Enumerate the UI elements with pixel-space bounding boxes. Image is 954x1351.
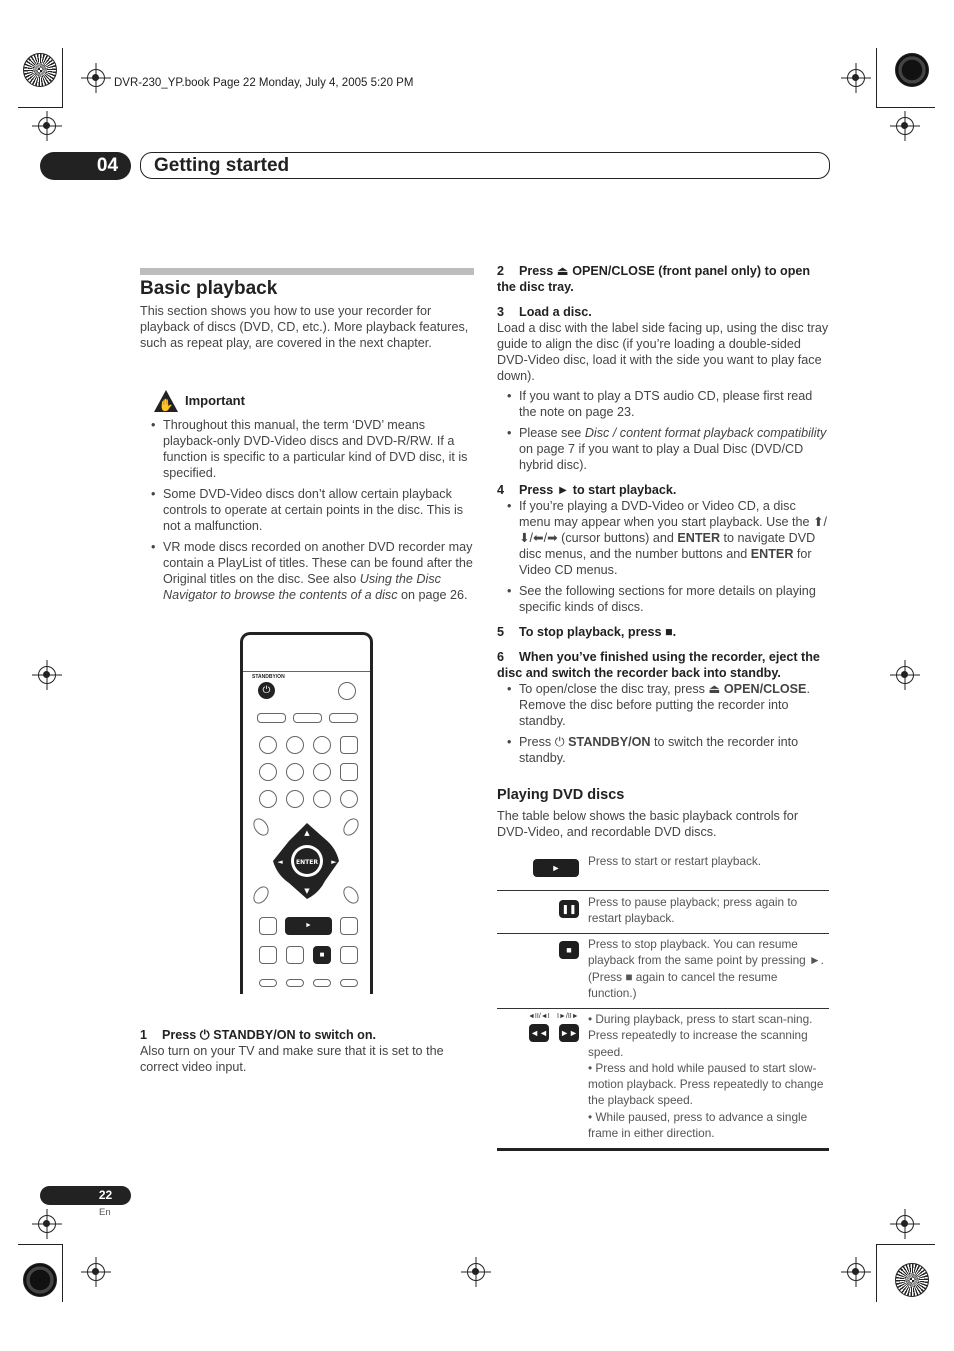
list-item-key: ENTER	[750, 547, 794, 561]
remote-standby-label: STANDBY/ON	[252, 674, 285, 680]
list-item-text: for Video CD menus.	[519, 547, 812, 577]
list-item-text: To open/close the disc tray, press ⏏	[519, 682, 724, 696]
step-2-title: 2 Press ⏏ OPEN/CLOSE (front panel only) to open the disc tray.	[497, 264, 811, 294]
power-icon: ⏻	[258, 682, 275, 699]
list-item-text: to switch the recorder into standby.	[519, 735, 799, 765]
list-item-text-a: Please see	[519, 426, 585, 440]
crop-mark	[876, 1244, 877, 1302]
registration-cross-icon	[467, 1263, 485, 1281]
remote-button	[286, 979, 304, 987]
table-cell-desc: Press to start or restart playback.	[588, 854, 762, 868]
scan-back-label: ◄II/◄I	[528, 1013, 550, 1020]
remote-button	[340, 763, 358, 781]
section-title: Basic playback	[140, 278, 278, 299]
section-rule	[140, 268, 474, 275]
table-row	[497, 1009, 829, 1151]
remote-button	[338, 682, 356, 700]
step-6-title: 6 When you’ve finished using the recorder, eject the disc and switch the recorder back into standby.	[497, 650, 820, 680]
step-3-title: 3 Load a disc.	[497, 305, 592, 319]
list-item: • Throughout this manual, the term ‘DVD’ means playback-only DVD-Video discs and DVD-R/RW. If a function is specific to a particular kind of DVD disc, it is specified.	[149, 417, 473, 481]
list-item	[505, 734, 829, 766]
svg-text:✋: ✋	[158, 398, 174, 412]
remote-button	[259, 790, 277, 808]
registration-cross-icon	[38, 666, 56, 684]
remote-button	[259, 979, 277, 987]
remote-cursor-pad	[253, 815, 361, 915]
chapter-number: 04	[40, 152, 131, 180]
step-4-list	[505, 498, 829, 620]
crop-mark	[62, 1244, 63, 1302]
step-3-list	[505, 388, 829, 478]
remote-control-illustration	[240, 632, 373, 994]
remote-button	[259, 917, 277, 935]
list-item-text: Press ⏻	[519, 735, 569, 749]
svg-text:◄: ◄	[277, 858, 283, 866]
list-item	[149, 539, 473, 603]
crop-mark	[877, 107, 935, 108]
step-5-title: 5 To stop playback, press ■.	[497, 625, 677, 639]
list-item	[505, 425, 829, 473]
list-item-key: ENTER	[677, 531, 721, 545]
step-1-body: Also turn on your TV and make sure that it is set to the correct video input.	[140, 1044, 444, 1074]
list-item-text-b: on page 26.	[397, 588, 468, 602]
important-label: Important	[185, 393, 245, 408]
svg-text:▼: ▼	[304, 887, 310, 895]
crop-mark	[876, 48, 877, 108]
crop-mark	[18, 1244, 62, 1245]
list-item	[505, 498, 829, 578]
stop-icon: ■	[313, 946, 331, 964]
crop-mark	[877, 1244, 935, 1245]
print-header: DVR-230_YP.book Page 22 Monday, July 4, 2005 5:20 PM	[114, 77, 414, 89]
page-language: En	[99, 1207, 111, 1218]
table-cell-desc: Press to pause playback; press again to restart playback.	[588, 895, 798, 926]
crop-mark	[18, 107, 62, 108]
remote-button	[340, 790, 358, 808]
registration-cross-icon	[847, 1263, 865, 1281]
svg-text:▲: ▲	[304, 829, 310, 837]
remote-button	[259, 736, 277, 754]
registration-starburst-icon	[895, 53, 929, 87]
list-item: • If you want to play a DTS audio CD, please first read the note on page 23.	[505, 388, 829, 420]
remote-button	[293, 713, 322, 723]
list-item	[505, 681, 829, 729]
list-item-text: If you’re playing a DVD-Video or Video CD, a disc menu may appear when you start playback. Use the ⬆/⬇/⬅/➡ (cursor buttons) and	[519, 499, 828, 545]
table-cell-desc: • During playback, press to start scan-ning. Press repeatedly to increase the scanning speed. • Press and hold while paused to start slow-motion playback. Press repeatedly to change the playback speed. • While paused, press to advance a single frame in either direction.	[588, 1012, 824, 1141]
registration-starburst-icon	[23, 1263, 57, 1297]
scan-forward-icon: ►►	[559, 1024, 579, 1042]
list-item-text-b: on page 7 if you want to play a Dual Disc (DVD/CD hybrid disc).	[519, 442, 804, 472]
list-item: • See the following sections for more details on playing specific kinds of discs.	[505, 583, 829, 615]
remote-button	[329, 713, 358, 723]
play-icon: ►	[533, 859, 579, 877]
remote-top-panel	[243, 635, 370, 672]
list-item-ref: Using the Disc Navigator to browse the contents of a disc	[163, 572, 441, 602]
chapter-title: Getting started	[140, 152, 830, 179]
remote-button	[313, 790, 331, 808]
play-icon: ►	[285, 917, 332, 935]
list-item-key: OPEN/CLOSE	[723, 682, 807, 696]
remote-button	[286, 763, 304, 781]
list-item-text: . Remove the disc before putting the recorder into standby.	[519, 682, 810, 728]
remote-button	[340, 946, 358, 964]
scan-fwd-label: I►/II►	[557, 1013, 579, 1020]
registration-cross-icon	[38, 1215, 56, 1233]
important-warning-icon	[153, 389, 179, 413]
remote-button	[286, 790, 304, 808]
dvd-section-title: Playing DVD discs	[497, 787, 625, 803]
list-item-key: STANDBY/ON	[568, 735, 651, 749]
registration-cross-icon	[896, 117, 914, 135]
registration-cross-icon	[87, 69, 105, 87]
remote-button	[313, 979, 331, 987]
remote-button	[286, 946, 304, 964]
remote-button	[340, 917, 358, 935]
crop-mark	[62, 48, 63, 108]
step-3-body: Load a disc with the label side facing up, using the disc tray guide to align the disc (if you’re loading a double-sided DVD-Video disc, load it with the side you want to play face down).	[497, 321, 829, 383]
registration-cross-icon	[847, 69, 865, 87]
table-row	[497, 850, 829, 891]
list-item: • Some DVD-Video discs don’t allow certain playback controls to operate at certain points in the disc. This is not a malfunction.	[149, 486, 473, 534]
remote-button	[313, 763, 331, 781]
dvd-section-intro: The table below shows the basic playback controls for DVD-Video, and recordable DVD discs.	[497, 809, 799, 839]
remote-button	[313, 736, 331, 754]
list-item-text: to navigate DVD disc menus, and the number buttons and	[519, 531, 816, 561]
remote-button	[286, 736, 304, 754]
step-4-title: 4 Press ► to start playback.	[497, 483, 677, 497]
registration-cross-icon	[87, 1263, 105, 1281]
remote-button	[257, 713, 286, 723]
section-intro: This section shows you how to use your recorder for playback of discs (DVD, CD, etc.). More playback features, such as repeat play, are covered in the next chapter.	[140, 304, 469, 350]
registration-cross-icon	[896, 1215, 914, 1233]
page-number: 22	[40, 1186, 131, 1205]
step-6-list	[505, 681, 829, 771]
table-cell-desc: Press to stop playback. You can resume playback from the same point by pressing ►. (Press ■ again to cancel the resume function.)	[588, 937, 824, 1000]
remote-enter-label: ENTER	[296, 859, 318, 866]
scan-back-icon: ◄◄	[529, 1024, 549, 1042]
table-row	[497, 891, 829, 934]
important-list	[149, 417, 473, 608]
list-item-ref: Disc / content format playback compatibility	[584, 426, 827, 440]
svg-text:►: ►	[331, 858, 337, 866]
registration-cross-icon	[38, 117, 56, 135]
pause-icon: ❚❚	[559, 900, 579, 918]
stop-icon: ■	[559, 941, 579, 959]
registration-starburst-icon	[23, 53, 57, 87]
table-row	[497, 934, 829, 1009]
step-1-title: 1 Press ⏻ STANDBY/ON to switch on.	[140, 1028, 377, 1042]
remote-button	[340, 979, 358, 987]
remote-button	[259, 946, 277, 964]
registration-cross-icon	[896, 666, 914, 684]
registration-starburst-icon	[895, 1263, 929, 1297]
remote-button	[259, 763, 277, 781]
remote-button	[340, 736, 358, 754]
list-item-text-a: VR mode discs recorded on another DVD recorder may contain a PlayList of titles. These can be found after the Original titles on the disc. See also	[163, 540, 473, 586]
